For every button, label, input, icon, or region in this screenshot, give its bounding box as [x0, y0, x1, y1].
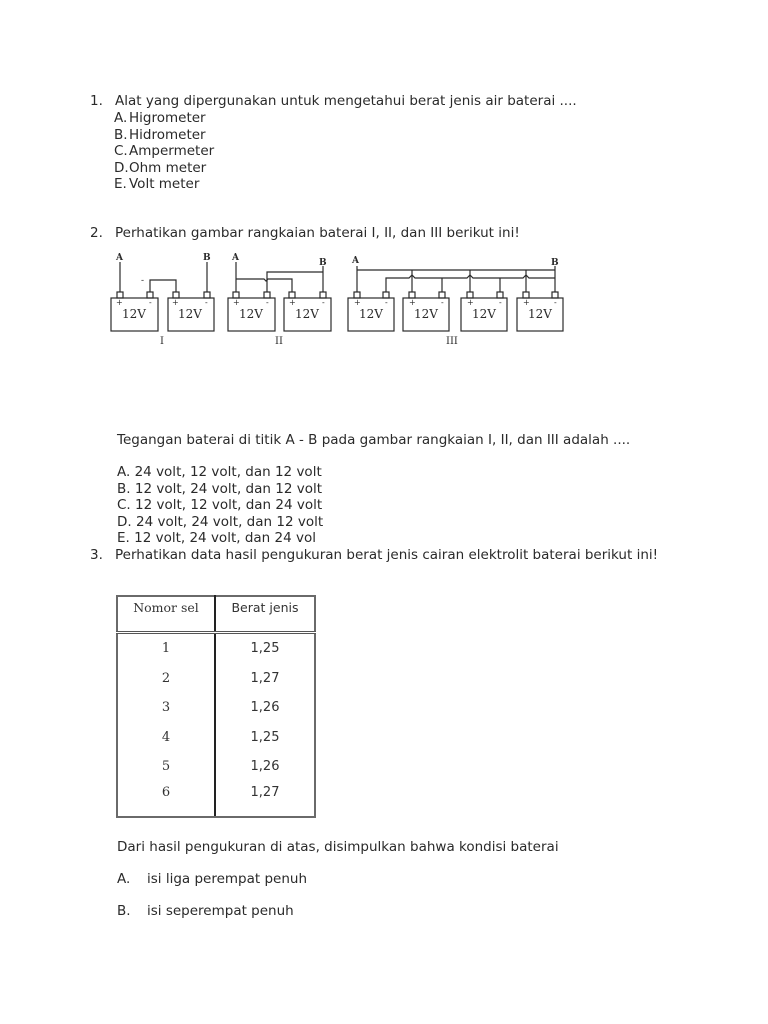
option-text: Higrometer: [129, 110, 206, 126]
svg-text:+: +: [172, 298, 179, 307]
option-c: [114, 143, 214, 160]
question-stem: Dari hasil pengukuran di atas, disimpulkan bahwa kondisi baterai: [117, 839, 559, 855]
option-text: 12 volt, 24 volt, dan 12 volt: [134, 480, 323, 497]
svg-text:B: B: [203, 253, 211, 263]
option-text: 24 volt, 12 volt, dan 12 volt: [134, 464, 322, 480]
svg-text:-: -: [149, 298, 152, 307]
svg-text:-: -: [385, 298, 388, 307]
svg-text:-: -: [141, 276, 145, 286]
cell-number: 1: [117, 633, 215, 664]
cell-number: 3: [117, 693, 215, 723]
question-stem: Tegangan baterai di titik A - B pada gambar rangkaian I, II, dan III adalah ....: [117, 432, 631, 448]
svg-text:+: +: [233, 298, 240, 307]
svg-text:+: +: [289, 298, 296, 307]
table-row: [117, 752, 315, 782]
cell-specific-gravity: 1,26: [215, 752, 315, 782]
svg-text:A: A: [352, 256, 359, 266]
option-text: Hidrometer: [129, 126, 206, 143]
svg-text:B: B: [551, 258, 559, 268]
svg-text:12V: 12V: [528, 307, 552, 321]
svg-text:12V: 12V: [359, 307, 383, 321]
cell-specific-gravity: 1,27: [215, 782, 315, 817]
table-row: [117, 723, 315, 753]
svg-text:12V: 12V: [295, 307, 319, 321]
option-b: [117, 903, 294, 920]
question-text: Perhatikan gambar rangkaian baterai I, II, dan III berikut ini!: [115, 225, 520, 241]
option-text: 12 volt, 12 volt, dan 24 volt: [135, 497, 323, 513]
question-number: 3.: [90, 547, 103, 563]
table-header-row: [117, 596, 315, 633]
svg-text:12V: 12V: [239, 307, 263, 321]
question-number: 2.: [90, 225, 103, 241]
question-number: 1.: [90, 93, 103, 109]
cell-number: 2: [117, 664, 215, 694]
option-text: 24 volt, 24 volt, dan 12 volt: [135, 513, 324, 530]
option-e: [114, 176, 199, 193]
question-text: Perhatikan data hasil pengukuran berat jenis cairan elektrolit baterai berikut ini!: [115, 547, 659, 563]
option-b: [117, 481, 322, 498]
svg-text:-: -: [554, 298, 557, 307]
option-letter: A.: [114, 110, 128, 126]
svg-text:+: +: [409, 298, 416, 307]
option-text: Ohm meter: [129, 159, 207, 176]
table-row: [117, 782, 315, 817]
option-text: isi seperempat penuh: [147, 903, 294, 919]
cell-specific-gravity: 1,26: [215, 693, 315, 723]
table-row: [117, 693, 315, 723]
svg-text:+: +: [467, 298, 474, 307]
question-text: Alat yang dipergunakan untuk mengetahui berat jenis air baterai ....: [115, 93, 577, 109]
table-row: [117, 633, 315, 664]
column-header-cell-number: Nomor sel: [117, 596, 215, 633]
option-a: [117, 871, 307, 888]
option-letter: B.: [114, 126, 128, 143]
option-letter: D.: [117, 513, 132, 530]
svg-text:A: A: [232, 253, 239, 263]
svg-text:II: II: [275, 336, 283, 347]
svg-text:+: +: [116, 298, 123, 307]
option-d: [117, 514, 323, 531]
svg-text:B: B: [319, 258, 327, 268]
option-letter: E.: [117, 530, 130, 546]
circuit-ii: [228, 253, 331, 347]
svg-text:I: I: [160, 336, 164, 347]
svg-text:12V: 12V: [414, 307, 438, 321]
svg-text:12V: 12V: [122, 307, 146, 321]
option-text: Ampermeter: [129, 143, 215, 159]
option-a: [114, 110, 206, 127]
option-letter: C.: [114, 143, 128, 159]
svg-text:12V: 12V: [178, 307, 202, 321]
cell-number: 6: [117, 782, 215, 817]
svg-text:+: +: [523, 298, 530, 307]
cell-number: 4: [117, 723, 215, 753]
svg-text:A: A: [116, 253, 123, 263]
option-letter: B.: [117, 903, 131, 919]
svg-text:-: -: [322, 298, 325, 307]
circuit-i: [111, 253, 214, 347]
option-letter: C.: [117, 497, 131, 513]
cell-specific-gravity: 1,27: [215, 664, 315, 694]
option-text: isi liga perempat penuh: [147, 871, 308, 887]
option-d: [114, 160, 206, 177]
svg-text:-: -: [499, 298, 502, 307]
specific-gravity-table: [116, 595, 316, 818]
option-letter: A.: [117, 464, 131, 480]
battery-circuit-diagram: [100, 245, 575, 354]
column-header-specific-gravity: Berat jenis: [215, 596, 315, 633]
option-c: [117, 497, 322, 514]
table-row: [117, 664, 315, 694]
option-text: 12 volt, 24 volt, dan 24 vol: [134, 530, 316, 546]
option-letter: D.: [114, 159, 129, 176]
option-e: [117, 530, 316, 547]
option-text: Volt meter: [129, 176, 200, 192]
option-letter: A.: [117, 871, 131, 887]
svg-text:-: -: [441, 298, 444, 307]
svg-text:12V: 12V: [472, 307, 496, 321]
svg-text:+: +: [354, 298, 361, 307]
svg-text:III: III: [446, 336, 458, 347]
circuit-iii: [348, 256, 563, 347]
cell-specific-gravity: 1,25: [215, 633, 315, 664]
option-letter: E.: [114, 176, 127, 192]
option-a: [117, 464, 322, 481]
option-b: [114, 127, 206, 144]
cell-number: 5: [117, 752, 215, 782]
svg-text:-: -: [205, 298, 208, 307]
cell-specific-gravity: 1,25: [215, 723, 315, 753]
option-letter: B.: [117, 480, 131, 497]
svg-text:-: -: [266, 298, 269, 307]
